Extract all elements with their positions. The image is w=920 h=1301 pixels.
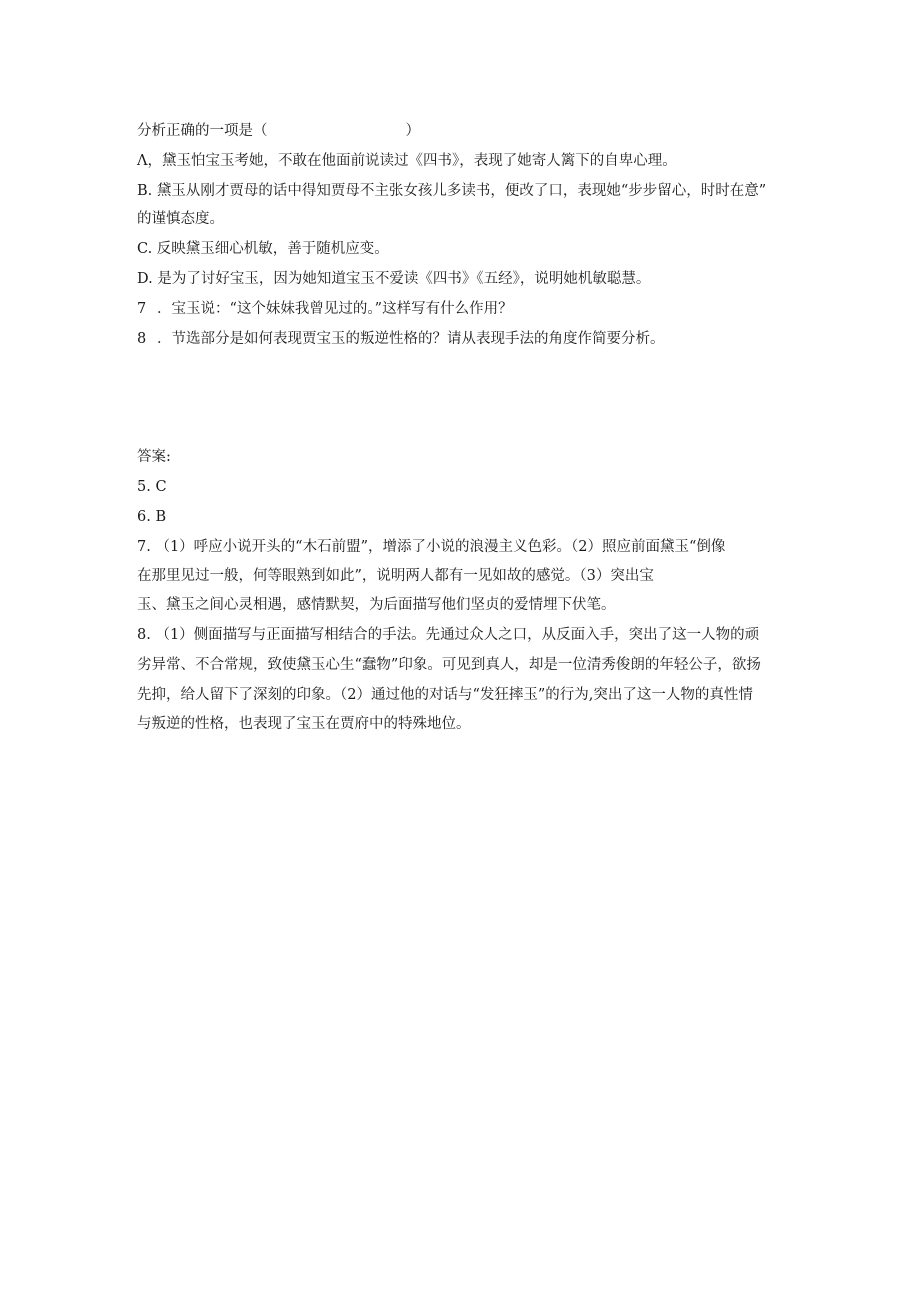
answer-8-line4: 与叛逆的性格，也表现了宝玉在贾府中的特殊地位。 [137, 716, 471, 732]
answer-8-line3: 先抑，给人留下了深刻的印象。（2）通过他的对话与“发狂摔玉”的行为,突出了这一人物的真性情 [137, 687, 753, 703]
answer-8-line1: 8. （1）侧面描写与正面描写相结合的手法。先通过众人之口，从反面入手，突出了这一人物的顽 [137, 627, 760, 643]
answer-8-line2: 劣异常、不合常规，致使黛玉心生“蠢物”印象。可见到真人，却是一位清秀俊朗的年轻公子，欲扬 [137, 657, 761, 673]
answer-6: 6. B [137, 509, 167, 525]
question-stem-close: ） [405, 123, 420, 139]
option-d: D. 是为了讨好宝玉，因为她知道宝玉不爱读《四书》《五经》，说明她机敏聪慧。 [137, 271, 651, 287]
option-c: C. 反映黛玉细心机敏，善于随机应变。 [137, 241, 389, 257]
question-7 [137, 299, 513, 319]
question-7-number: 7 [137, 301, 147, 317]
answer-7-line3: 玉、黛玉之间心灵相遇，感情默契，为后面描写他们坚贞的爱情埋下伏笔。 [137, 597, 616, 613]
answer-7-line1: 7. （1）呼应小说开头的“木石前盟”，增添了小说的浪漫主义色彩。（2）照应前面黛玉“倒像 [137, 539, 726, 555]
option-a: Λ，黛玉怕宝玉考她，不敢在他面前说读过《四书》，表现了她寄人篱下的自卑心理。 [137, 153, 677, 169]
answer-5: 5. C [137, 479, 167, 495]
answer-7-line2: 在那里见过一般，何等眼熟到如此”，说明两人都有一见如故的感觉。（3）突出宝 [137, 568, 654, 584]
option-b-line1: B. 黛玉从刚才贾母的话中得知贾母不主张女孩儿多读书，便改了口，表现她“步步留心，时时在意” [137, 183, 767, 199]
answers-heading: 答案: [137, 449, 171, 465]
question-stem [137, 121, 420, 141]
question-8-text: ．节选部分是如何表现贾宝玉的叛逆性格的？请从表现手法的角度作简要分析。 [157, 331, 665, 347]
question-stem-text: 分析正确的一项是（ [137, 123, 268, 139]
option-b-line2: 的谨慎态度。 [137, 211, 224, 227]
question-8-number: 8 [137, 331, 147, 347]
question-8 [137, 329, 665, 349]
question-7-text: ．宝玉说：“这个妹妹我曾见过的。”这样写有什么作用？ [157, 301, 513, 317]
